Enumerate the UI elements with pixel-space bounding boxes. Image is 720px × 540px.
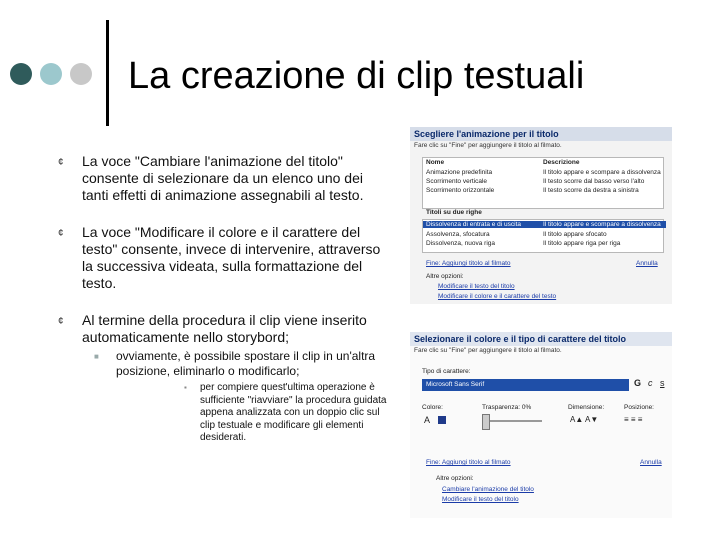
font-select[interactable] [422, 379, 629, 391]
size-buttons[interactable]: A▲ A▼ [570, 415, 599, 424]
done-link[interactable]: Fine: Aggiungi titolo al filmato [426, 459, 511, 466]
list-item-desc: Il testo scorre da destra a sinistra [543, 187, 639, 194]
sub-sub-bullet-text: per compiere quest'ultima operazione è sufficiente "riavviare" la procedura guidata appena analizzata con un doppio clic sul clip testuale e modificare gli elementi desiderati. [200, 382, 387, 443]
list-item[interactable]: Scorrimento verticale [426, 178, 488, 185]
edit-text-link[interactable]: Modificare il testo del titolo [438, 283, 515, 290]
other-options-label: Altre opzioni: [436, 475, 474, 482]
font-select-value: Microsoft Sans Serif [426, 381, 485, 388]
transparency-label [482, 404, 531, 411]
position-label: Posizione: [624, 404, 654, 411]
selected-desc: Il titolo appare e scompare a dissolvenza [543, 221, 661, 228]
position-buttons[interactable]: ≡ ≡ ≡ [624, 415, 643, 424]
decor-dot-2 [40, 63, 62, 85]
bullet-marker: ¢ [58, 228, 64, 239]
bullet-text-1: La voce "Cambiare l'animazione del titolo" consente di selezionare da un elenco uno dei tanti effetti di animazione assegnabili al testo. [82, 153, 364, 203]
sub-sub-bullet-marker: ▪ [184, 383, 187, 392]
edit-text-link[interactable]: Modificare il testo del titolo [442, 496, 519, 503]
transparency-label-text: Trasparenza: [482, 404, 521, 411]
other-options-label: Altre opzioni: [426, 273, 464, 280]
transparency-slider[interactable] [482, 420, 542, 422]
done-link[interactable]: Fine: Aggiungi titolo al filmato [426, 260, 511, 267]
list-item-desc: Il testo scorre dal basso verso l'alto [543, 178, 645, 185]
slide-title: La creazione di clip testuali [128, 55, 585, 97]
size-label: Dimensione: [568, 404, 605, 411]
list-item-desc: Il titolo appare sfocato [543, 231, 607, 238]
transparency-value: 0% [521, 404, 532, 411]
color-label: Colore: [422, 404, 443, 411]
list-item-desc: Il titolo appare e scompare a dissolvenza [543, 169, 661, 176]
list-item-desc: Il titolo appare riga per riga [543, 240, 621, 247]
change-animation-link[interactable]: Cambiare l'animazione del titolo [442, 486, 534, 493]
group-label: Titoli su due righe [426, 209, 482, 216]
bullet-marker: ¢ [58, 157, 64, 168]
screenshot-font-color [410, 332, 672, 518]
underline-button[interactable]: s [660, 378, 665, 388]
list-item-selected[interactable] [423, 221, 666, 228]
bold-button[interactable]: G [634, 378, 642, 388]
cancel-link[interactable]: Annulla [640, 459, 662, 466]
sub-bullet-marker: ■ [94, 352, 99, 361]
bullet-text-3: Al termine della procedura il clip viene inserito automaticamente nello storybord; [82, 312, 367, 345]
list-item[interactable]: Animazione predefinita [426, 169, 493, 176]
bullet-marker: ¢ [58, 316, 64, 327]
text-color-button[interactable]: A [424, 415, 431, 425]
screenshot2-subheading: Fare clic su "Fine" per aggiungere il titolo al filmato. [414, 347, 562, 354]
color-swatch[interactable] [438, 416, 446, 424]
decor-dot-3 [70, 63, 92, 85]
cancel-link[interactable]: Annulla [636, 260, 658, 267]
list-item[interactable]: Dissolvenza, nuova riga [426, 240, 496, 247]
bullet-text-2: La voce "Modificare il colore e il carattere del testo" consente, invece di intervenire, attraverso la successiva videata, sulla formattazione del testo. [82, 224, 381, 291]
screenshot1-subheading: Fare clic su "Fine" per aggiungere il titolo al filmato. [414, 142, 562, 149]
screenshot-animation [410, 127, 672, 304]
screenshot2-heading: Selezionare il colore e il tipo di carattere del titolo [410, 332, 672, 346]
col-name-header: Nome [426, 159, 445, 166]
animation-list-2[interactable] [422, 219, 664, 253]
list-item[interactable]: Assolvenza, sfocatura [426, 231, 490, 238]
col-desc-header: Descrizione [543, 159, 580, 166]
slider-handle[interactable] [482, 414, 490, 430]
decor-dot-1 [10, 63, 32, 85]
sub-bullet-text: ovviamente, è possibile spostare il clip in un'altra posizione, eliminarlo o modificarlo; [116, 349, 376, 378]
edit-color-link[interactable]: Modificare il colore e il carattere del testo [438, 293, 557, 300]
list-item[interactable]: Scorrimento orizzontale [426, 187, 495, 194]
font-label: Tipo di carattere: [422, 368, 471, 375]
italic-button[interactable]: c [648, 378, 653, 388]
screenshot1-heading: Scegliere l'animazione per il titolo [410, 127, 672, 141]
selected-name: Dissolvenza di entrata e di uscita [426, 221, 522, 228]
animation-list-1[interactable] [422, 157, 664, 209]
title-rule [106, 20, 109, 126]
